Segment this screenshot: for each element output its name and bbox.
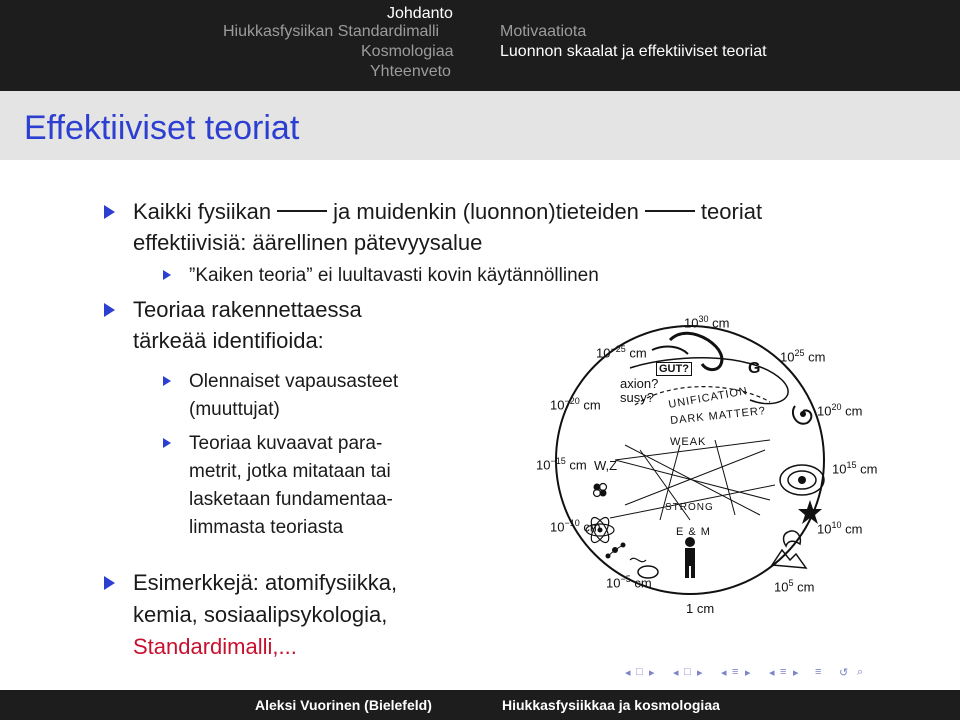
nav-prev-section-icon[interactable]: ◂ bbox=[721, 667, 727, 679]
label-unification: UNIFICATION bbox=[667, 385, 749, 411]
nav-prev-subsection-icon[interactable]: ◂ bbox=[673, 667, 679, 679]
nav-section-johdanto[interactable]: Johdanto bbox=[387, 5, 453, 22]
label-g: G bbox=[748, 360, 761, 377]
nav-section-yhteenveto[interactable]: Yhteenveto bbox=[370, 63, 451, 80]
bullet-1-text-b: ja muidenkin (luonnon)tieteiden bbox=[333, 199, 639, 224]
scale-label: $10^{-25}$ cm bbox=[596, 344, 647, 361]
label-strong: STRONG bbox=[665, 502, 714, 513]
bullet-2-line-1: Teoriaa rakennettaessa bbox=[133, 297, 362, 322]
section-navigation-bar bbox=[0, 0, 960, 91]
bullet-1-line-2: effektiivisiä: äärellinen pätevyysalue bbox=[133, 230, 483, 255]
bullet-3-line-3-standardimalli: Standardimalli,... bbox=[133, 634, 297, 659]
sub-bullet-marker bbox=[163, 270, 171, 280]
bullet-2-sub-2-line-1: Teoriaa kuvaavat para- bbox=[189, 433, 383, 454]
nav-prev-frame-icon[interactable]: ◂ bbox=[625, 667, 631, 679]
scale-label: $10^{-5}$ cm bbox=[606, 574, 652, 591]
nav-subsection-luonnon-skaalat[interactable]: Luonnon skaalat ja effektiiviset teoriat bbox=[500, 43, 767, 60]
footer-author: Aleksi Vuorinen (Bielefeld) bbox=[255, 697, 432, 713]
nav-document-icon[interactable]: ≡ bbox=[780, 666, 787, 678]
nav-section-icon[interactable]: ≡ bbox=[732, 666, 739, 678]
label-susy: susy? bbox=[620, 390, 654, 405]
bullet-3-line-1: Esimerkkejä: atomifysiikka, bbox=[133, 570, 398, 595]
bullet-2-sub-2-line-4: limmasta teoriasta bbox=[189, 517, 344, 538]
bullet-marker bbox=[104, 205, 115, 219]
mountain-icon bbox=[772, 550, 806, 568]
bullet-2-sub-1-line-1: Olennaiset vapausasteet bbox=[189, 371, 399, 392]
galaxy-icon bbox=[793, 406, 811, 424]
bullet-2-sub-1-line-2: (muuttujat) bbox=[189, 399, 280, 420]
bullet-2-sub-2-line-2: metrit, jotka mitataan tai bbox=[189, 461, 391, 482]
bullet-1-sub-1: ”Kaiken teoria” ei luultavasti kovin käytännöllinen bbox=[189, 265, 599, 286]
scale-label: $10^{20}$ cm bbox=[817, 402, 863, 419]
footer-talk-title: Hiukkasfysiikkaa ja kosmologiaa bbox=[502, 697, 720, 713]
sub-bullet-marker bbox=[163, 438, 171, 448]
nav-next-subsection-icon[interactable]: ▸ bbox=[697, 667, 703, 679]
beamer-navigation-symbols bbox=[625, 666, 955, 682]
human-figure-icon bbox=[685, 537, 695, 578]
sub-bullet-marker bbox=[163, 376, 171, 386]
snake-tail bbox=[652, 347, 688, 354]
molecule-icon bbox=[606, 543, 626, 559]
nav-subsection-icon[interactable]: □ bbox=[684, 666, 691, 678]
nav-frame-icon[interactable]: □ bbox=[636, 666, 643, 678]
scale-label: $10^{10}$ cm bbox=[817, 520, 863, 537]
nav-section-standardimalli[interactable]: Hiukkasfysiikan Standardimalli bbox=[223, 23, 440, 40]
scales-of-nature-diagram bbox=[520, 310, 878, 625]
nav-search-icon[interactable]: ⌕ bbox=[857, 666, 864, 678]
label-wz: W,Z bbox=[594, 458, 618, 473]
nav-back-icon[interactable]: ↺ bbox=[839, 667, 849, 679]
label-axion: axion? bbox=[620, 376, 659, 391]
frame-title-bar bbox=[0, 91, 960, 160]
nav-next-frame-icon[interactable]: ▸ bbox=[649, 667, 655, 679]
label-weak: WEAK bbox=[670, 436, 707, 448]
nav-appendix-icon[interactable]: ≡ bbox=[815, 666, 822, 678]
scale-label: $10^{25}$ cm bbox=[780, 348, 826, 365]
slide-title: Effektiiviset teoriat bbox=[24, 109, 300, 147]
scale-label: $10^{15}$ cm bbox=[832, 460, 878, 477]
label-em: E & M bbox=[676, 526, 711, 538]
dna-icon bbox=[630, 558, 646, 561]
footer-bar bbox=[0, 690, 960, 720]
bullet-1-text-c: teoriat bbox=[700, 199, 763, 224]
bullet-marker bbox=[104, 576, 115, 590]
bullet-3-line-2: kemia, sosiaalipsykologia, bbox=[133, 602, 388, 627]
em-dash bbox=[645, 210, 695, 212]
bullet-2-line-2: tärkeää identifioida: bbox=[133, 328, 324, 353]
scale-label: $10^{-10}$ cm bbox=[550, 518, 601, 535]
em-dash bbox=[277, 210, 327, 212]
nav-subsection-motivaatiota[interactable]: Motivaatiota bbox=[500, 23, 587, 40]
scale-label: $10^5$ cm bbox=[774, 578, 815, 595]
label-gut: GUT? bbox=[656, 362, 692, 376]
solar-system-icon bbox=[780, 465, 824, 495]
scale-label-top: $10^{30}$ cm bbox=[684, 314, 730, 331]
bullet-1-text-a: Kaikki fysiikan bbox=[133, 199, 272, 224]
label-dark-matter: DARK MATTER? bbox=[669, 405, 767, 427]
bullet-1-line-1 bbox=[133, 199, 762, 225]
nav-prev-document-icon[interactable]: ◂ bbox=[769, 667, 775, 679]
nucleus-icon bbox=[594, 484, 607, 497]
nav-section-kosmologiaa[interactable]: Kosmologiaa bbox=[361, 43, 454, 60]
scale-label: $10^{-15}$ cm bbox=[536, 456, 587, 473]
nav-next-document-icon[interactable]: ▸ bbox=[793, 667, 799, 679]
bullet-2-sub-2-line-3: lasketaan fundamentaa- bbox=[189, 489, 393, 510]
scale-label: $10^{-20}$ cm bbox=[550, 396, 601, 413]
scale-label-bottom: 1 cm bbox=[686, 601, 715, 616]
bullet-marker bbox=[104, 303, 115, 317]
nav-next-section-icon[interactable]: ▸ bbox=[745, 667, 751, 679]
